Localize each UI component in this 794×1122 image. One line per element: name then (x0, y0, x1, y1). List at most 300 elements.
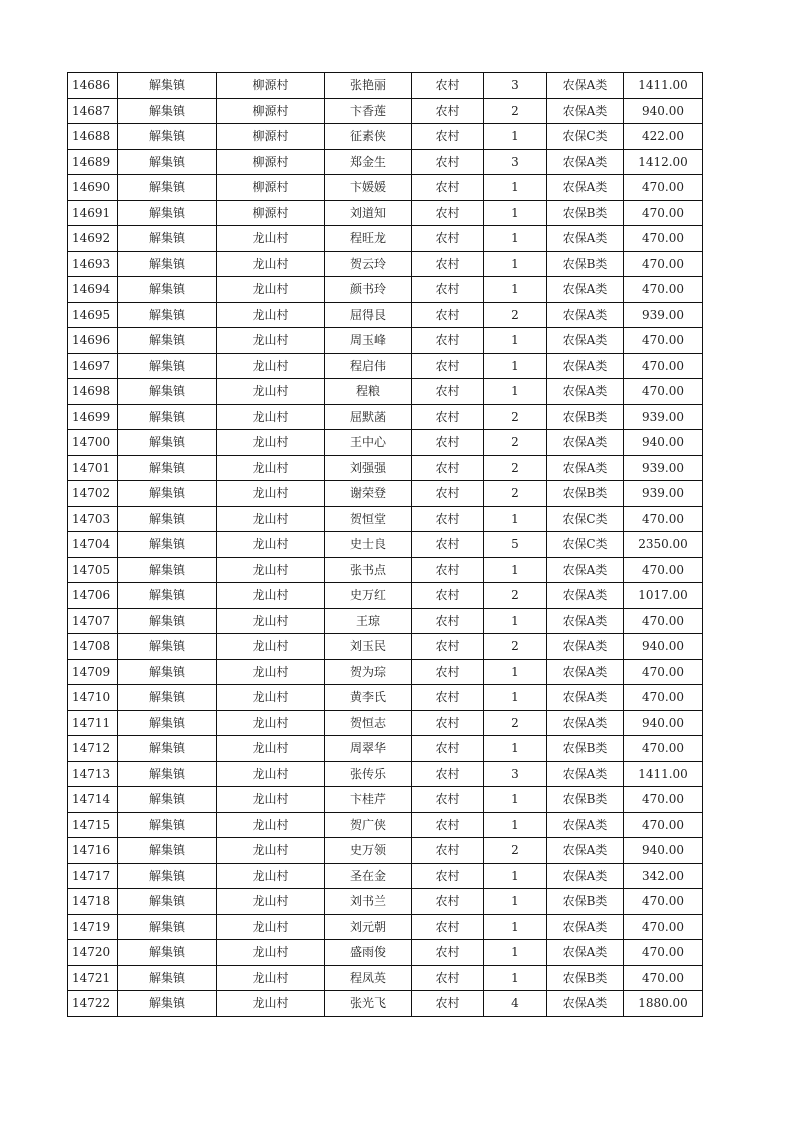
name-cell: 贺云玲 (325, 251, 412, 277)
amount-cell: 1411.00 (624, 73, 703, 99)
name-cell: 程旺龙 (325, 226, 412, 252)
household-count-cell: 2 (484, 98, 547, 124)
insurance-category-cell: 农保B类 (547, 251, 624, 277)
name-cell: 张光飞 (325, 991, 412, 1017)
village-cell: 龙山村 (217, 455, 325, 481)
name-cell: 周翠华 (325, 736, 412, 762)
household-count-cell: 4 (484, 991, 547, 1017)
amount-cell: 940.00 (624, 710, 703, 736)
table-row (68, 353, 703, 379)
area-type-cell: 农村 (412, 736, 484, 762)
village-cell: 龙山村 (217, 761, 325, 787)
village-cell: 龙山村 (217, 965, 325, 991)
table-row (68, 608, 703, 634)
household-count-cell: 2 (484, 455, 547, 481)
name-cell: 程粮 (325, 379, 412, 405)
area-type-cell: 农村 (412, 328, 484, 354)
town-cell: 解集镇 (118, 812, 217, 838)
insurance-category-cell: 农保A类 (547, 73, 624, 99)
records-table-body (68, 73, 703, 1017)
insurance-category-cell: 农保A类 (547, 608, 624, 634)
insurance-category-cell: 农保B类 (547, 200, 624, 226)
amount-cell: 1412.00 (624, 149, 703, 175)
record-id-cell: 14691 (68, 200, 118, 226)
town-cell: 解集镇 (118, 200, 217, 226)
town-cell: 解集镇 (118, 379, 217, 405)
record-id-cell: 14699 (68, 404, 118, 430)
table-row (68, 73, 703, 99)
area-type-cell: 农村 (412, 149, 484, 175)
record-id-cell: 14689 (68, 149, 118, 175)
record-id-cell: 14721 (68, 965, 118, 991)
household-count-cell: 2 (484, 404, 547, 430)
table-row (68, 124, 703, 150)
name-cell: 张艳丽 (325, 73, 412, 99)
table-row (68, 430, 703, 456)
name-cell: 张书点 (325, 557, 412, 583)
household-count-cell: 1 (484, 251, 547, 277)
record-id-cell: 14706 (68, 583, 118, 609)
village-cell: 柳源村 (217, 149, 325, 175)
town-cell: 解集镇 (118, 991, 217, 1017)
household-count-cell: 1 (484, 659, 547, 685)
area-type-cell: 农村 (412, 200, 484, 226)
town-cell: 解集镇 (118, 940, 217, 966)
area-type-cell: 农村 (412, 430, 484, 456)
insurance-category-cell: 农保A类 (547, 634, 624, 660)
amount-cell: 470.00 (624, 353, 703, 379)
record-id-cell: 14686 (68, 73, 118, 99)
record-id-cell: 14703 (68, 506, 118, 532)
area-type-cell: 农村 (412, 608, 484, 634)
household-count-cell: 1 (484, 200, 547, 226)
insurance-category-cell: 农保A类 (547, 175, 624, 201)
table-row (68, 940, 703, 966)
name-cell: 贺为琮 (325, 659, 412, 685)
household-count-cell: 1 (484, 685, 547, 711)
insurance-category-cell: 农保C类 (547, 532, 624, 558)
town-cell: 解集镇 (118, 149, 217, 175)
record-id-cell: 14695 (68, 302, 118, 328)
village-cell: 龙山村 (217, 583, 325, 609)
amount-cell: 470.00 (624, 736, 703, 762)
village-cell: 龙山村 (217, 685, 325, 711)
area-type-cell: 农村 (412, 532, 484, 558)
records-table (67, 72, 703, 1017)
name-cell: 颜书玲 (325, 277, 412, 303)
table-row (68, 404, 703, 430)
insurance-category-cell: 农保B类 (547, 481, 624, 507)
village-cell: 柳源村 (217, 200, 325, 226)
household-count-cell: 3 (484, 149, 547, 175)
town-cell: 解集镇 (118, 353, 217, 379)
town-cell: 解集镇 (118, 175, 217, 201)
record-id-cell: 14711 (68, 710, 118, 736)
name-cell: 屈得艮 (325, 302, 412, 328)
area-type-cell: 农村 (412, 838, 484, 864)
record-id-cell: 14687 (68, 98, 118, 124)
household-count-cell: 5 (484, 532, 547, 558)
name-cell: 征素侠 (325, 124, 412, 150)
village-cell: 龙山村 (217, 940, 325, 966)
name-cell: 贺恒志 (325, 710, 412, 736)
area-type-cell: 农村 (412, 481, 484, 507)
village-cell: 龙山村 (217, 710, 325, 736)
town-cell: 解集镇 (118, 124, 217, 150)
table-row (68, 532, 703, 558)
name-cell: 王琼 (325, 608, 412, 634)
village-cell: 龙山村 (217, 430, 325, 456)
area-type-cell: 农村 (412, 940, 484, 966)
village-cell: 龙山村 (217, 863, 325, 889)
household-count-cell: 1 (484, 940, 547, 966)
record-id-cell: 14716 (68, 838, 118, 864)
area-type-cell: 农村 (412, 965, 484, 991)
record-id-cell: 14705 (68, 557, 118, 583)
insurance-category-cell: 农保C类 (547, 506, 624, 532)
name-cell: 程启伟 (325, 353, 412, 379)
record-id-cell: 14720 (68, 940, 118, 966)
record-id-cell: 14702 (68, 481, 118, 507)
village-cell: 柳源村 (217, 175, 325, 201)
name-cell: 贺广侠 (325, 812, 412, 838)
village-cell: 龙山村 (217, 557, 325, 583)
insurance-category-cell: 农保B类 (547, 736, 624, 762)
name-cell: 谢荣登 (325, 481, 412, 507)
insurance-category-cell: 农保B类 (547, 787, 624, 813)
area-type-cell: 农村 (412, 583, 484, 609)
name-cell: 盛雨俊 (325, 940, 412, 966)
insurance-category-cell: 农保A类 (547, 940, 624, 966)
amount-cell: 940.00 (624, 838, 703, 864)
insurance-category-cell: 农保A类 (547, 812, 624, 838)
town-cell: 解集镇 (118, 98, 217, 124)
insurance-category-cell: 农保A类 (547, 98, 624, 124)
insurance-category-cell: 农保A类 (547, 277, 624, 303)
record-id-cell: 14714 (68, 787, 118, 813)
area-type-cell: 农村 (412, 455, 484, 481)
village-cell: 龙山村 (217, 506, 325, 532)
household-count-cell: 2 (484, 634, 547, 660)
town-cell: 解集镇 (118, 430, 217, 456)
area-type-cell: 农村 (412, 302, 484, 328)
area-type-cell: 农村 (412, 557, 484, 583)
area-type-cell: 农村 (412, 379, 484, 405)
record-id-cell: 14715 (68, 812, 118, 838)
amount-cell: 470.00 (624, 506, 703, 532)
area-type-cell: 农村 (412, 226, 484, 252)
table-row (68, 149, 703, 175)
table-row (68, 914, 703, 940)
town-cell: 解集镇 (118, 863, 217, 889)
area-type-cell: 农村 (412, 991, 484, 1017)
household-count-cell: 1 (484, 124, 547, 150)
household-count-cell: 2 (484, 710, 547, 736)
table-row (68, 277, 703, 303)
insurance-category-cell: 农保A类 (547, 685, 624, 711)
name-cell: 卞桂芹 (325, 787, 412, 813)
area-type-cell: 农村 (412, 863, 484, 889)
town-cell: 解集镇 (118, 277, 217, 303)
record-id-cell: 14700 (68, 430, 118, 456)
amount-cell: 470.00 (624, 787, 703, 813)
amount-cell: 1017.00 (624, 583, 703, 609)
insurance-category-cell: 农保A类 (547, 430, 624, 456)
table-row (68, 583, 703, 609)
amount-cell: 470.00 (624, 277, 703, 303)
household-count-cell: 2 (484, 302, 547, 328)
village-cell: 柳源村 (217, 73, 325, 99)
town-cell: 解集镇 (118, 838, 217, 864)
area-type-cell: 农村 (412, 98, 484, 124)
name-cell: 屈默菡 (325, 404, 412, 430)
table-row (68, 251, 703, 277)
table-row (68, 889, 703, 915)
insurance-category-cell: 农保A类 (547, 455, 624, 481)
village-cell: 龙山村 (217, 812, 325, 838)
village-cell: 龙山村 (217, 226, 325, 252)
amount-cell: 470.00 (624, 685, 703, 711)
amount-cell: 470.00 (624, 608, 703, 634)
village-cell: 龙山村 (217, 328, 325, 354)
village-cell: 龙山村 (217, 302, 325, 328)
record-id-cell: 14719 (68, 914, 118, 940)
insurance-category-cell: 农保A类 (547, 583, 624, 609)
area-type-cell: 农村 (412, 787, 484, 813)
amount-cell: 470.00 (624, 940, 703, 966)
insurance-category-cell: 农保A类 (547, 838, 624, 864)
name-cell: 史士良 (325, 532, 412, 558)
name-cell: 刘元朝 (325, 914, 412, 940)
household-count-cell: 1 (484, 353, 547, 379)
table-row (68, 761, 703, 787)
record-id-cell: 14701 (68, 455, 118, 481)
household-count-cell: 1 (484, 965, 547, 991)
table-row (68, 379, 703, 405)
record-id-cell: 14718 (68, 889, 118, 915)
amount-cell: 470.00 (624, 659, 703, 685)
name-cell: 黄李氏 (325, 685, 412, 711)
record-id-cell: 14690 (68, 175, 118, 201)
area-type-cell: 农村 (412, 889, 484, 915)
record-id-cell: 14709 (68, 659, 118, 685)
amount-cell: 939.00 (624, 302, 703, 328)
record-id-cell: 14717 (68, 863, 118, 889)
household-count-cell: 1 (484, 175, 547, 201)
household-count-cell: 1 (484, 889, 547, 915)
name-cell: 刘玉民 (325, 634, 412, 660)
table-row (68, 991, 703, 1017)
household-count-cell: 2 (484, 430, 547, 456)
amount-cell: 940.00 (624, 634, 703, 660)
area-type-cell: 农村 (412, 124, 484, 150)
village-cell: 龙山村 (217, 889, 325, 915)
insurance-category-cell: 农保A类 (547, 328, 624, 354)
household-count-cell: 1 (484, 863, 547, 889)
insurance-category-cell: 农保A类 (547, 226, 624, 252)
table-row (68, 302, 703, 328)
amount-cell: 470.00 (624, 200, 703, 226)
household-count-cell: 1 (484, 277, 547, 303)
record-id-cell: 14710 (68, 685, 118, 711)
village-cell: 龙山村 (217, 838, 325, 864)
household-count-cell: 1 (484, 328, 547, 354)
village-cell: 龙山村 (217, 481, 325, 507)
amount-cell: 470.00 (624, 812, 703, 838)
household-count-cell: 1 (484, 914, 547, 940)
table-row (68, 226, 703, 252)
record-id-cell: 14713 (68, 761, 118, 787)
amount-cell: 470.00 (624, 889, 703, 915)
table-row (68, 557, 703, 583)
record-id-cell: 14693 (68, 251, 118, 277)
village-cell: 龙山村 (217, 991, 325, 1017)
area-type-cell: 农村 (412, 812, 484, 838)
insurance-category-cell: 农保A类 (547, 710, 624, 736)
insurance-category-cell: 农保C类 (547, 124, 624, 150)
village-cell: 龙山村 (217, 379, 325, 405)
town-cell: 解集镇 (118, 914, 217, 940)
amount-cell: 939.00 (624, 455, 703, 481)
town-cell: 解集镇 (118, 481, 217, 507)
area-type-cell: 农村 (412, 277, 484, 303)
amount-cell: 1411.00 (624, 761, 703, 787)
town-cell: 解集镇 (118, 455, 217, 481)
town-cell: 解集镇 (118, 532, 217, 558)
town-cell: 解集镇 (118, 736, 217, 762)
village-cell: 龙山村 (217, 914, 325, 940)
town-cell: 解集镇 (118, 965, 217, 991)
table-row (68, 175, 703, 201)
table-row (68, 481, 703, 507)
record-id-cell: 14692 (68, 226, 118, 252)
household-count-cell: 1 (484, 226, 547, 252)
area-type-cell: 农村 (412, 659, 484, 685)
record-id-cell: 14722 (68, 991, 118, 1017)
insurance-category-cell: 农保B类 (547, 965, 624, 991)
table-row (68, 98, 703, 124)
town-cell: 解集镇 (118, 787, 217, 813)
record-id-cell: 14697 (68, 353, 118, 379)
name-cell: 程凤英 (325, 965, 412, 991)
insurance-category-cell: 农保A类 (547, 761, 624, 787)
name-cell: 卞香莲 (325, 98, 412, 124)
area-type-cell: 农村 (412, 685, 484, 711)
record-id-cell: 14708 (68, 634, 118, 660)
amount-cell: 470.00 (624, 914, 703, 940)
amount-cell: 939.00 (624, 481, 703, 507)
village-cell: 龙山村 (217, 251, 325, 277)
household-count-cell: 2 (484, 481, 547, 507)
amount-cell: 2350.00 (624, 532, 703, 558)
name-cell: 刘强强 (325, 455, 412, 481)
insurance-category-cell: 农保A类 (547, 659, 624, 685)
record-id-cell: 14712 (68, 736, 118, 762)
amount-cell: 1880.00 (624, 991, 703, 1017)
insurance-category-cell: 农保A类 (547, 379, 624, 405)
amount-cell: 470.00 (624, 557, 703, 583)
town-cell: 解集镇 (118, 710, 217, 736)
area-type-cell: 农村 (412, 175, 484, 201)
area-type-cell: 农村 (412, 404, 484, 430)
name-cell: 王中心 (325, 430, 412, 456)
area-type-cell: 农村 (412, 634, 484, 660)
village-cell: 龙山村 (217, 659, 325, 685)
name-cell: 周玉峰 (325, 328, 412, 354)
village-cell: 柳源村 (217, 98, 325, 124)
household-count-cell: 1 (484, 557, 547, 583)
household-count-cell: 2 (484, 838, 547, 864)
table-row (68, 634, 703, 660)
village-cell: 龙山村 (217, 608, 325, 634)
village-cell: 龙山村 (217, 532, 325, 558)
table-row (68, 685, 703, 711)
household-count-cell: 1 (484, 812, 547, 838)
town-cell: 解集镇 (118, 659, 217, 685)
village-cell: 龙山村 (217, 634, 325, 660)
town-cell: 解集镇 (118, 557, 217, 583)
table-row (68, 787, 703, 813)
area-type-cell: 农村 (412, 710, 484, 736)
name-cell: 史万红 (325, 583, 412, 609)
amount-cell: 470.00 (624, 965, 703, 991)
town-cell: 解集镇 (118, 685, 217, 711)
amount-cell: 470.00 (624, 226, 703, 252)
household-count-cell: 1 (484, 379, 547, 405)
table-row (68, 838, 703, 864)
record-id-cell: 14688 (68, 124, 118, 150)
village-cell: 龙山村 (217, 736, 325, 762)
area-type-cell: 农村 (412, 761, 484, 787)
insurance-category-cell: 农保A类 (547, 149, 624, 175)
household-count-cell: 1 (484, 608, 547, 634)
name-cell: 刘书兰 (325, 889, 412, 915)
household-count-cell: 1 (484, 506, 547, 532)
amount-cell: 342.00 (624, 863, 703, 889)
name-cell: 史万领 (325, 838, 412, 864)
record-id-cell: 14698 (68, 379, 118, 405)
village-cell: 龙山村 (217, 277, 325, 303)
insurance-category-cell: 农保A类 (547, 863, 624, 889)
insurance-category-cell: 农保B类 (547, 404, 624, 430)
table-row (68, 965, 703, 991)
amount-cell: 470.00 (624, 328, 703, 354)
amount-cell: 470.00 (624, 379, 703, 405)
amount-cell: 940.00 (624, 98, 703, 124)
household-count-cell: 3 (484, 761, 547, 787)
insurance-category-cell: 农保A类 (547, 557, 624, 583)
town-cell: 解集镇 (118, 73, 217, 99)
household-count-cell: 1 (484, 736, 547, 762)
table-row (68, 506, 703, 532)
insurance-category-cell: 农保A类 (547, 914, 624, 940)
insurance-category-cell: 农保A类 (547, 353, 624, 379)
table-row (68, 455, 703, 481)
town-cell: 解集镇 (118, 404, 217, 430)
area-type-cell: 农村 (412, 73, 484, 99)
village-cell: 龙山村 (217, 353, 325, 379)
insurance-category-cell: 农保A类 (547, 991, 624, 1017)
village-cell: 柳源村 (217, 124, 325, 150)
name-cell: 张传乐 (325, 761, 412, 787)
insurance-category-cell: 农保B类 (547, 889, 624, 915)
table-row (68, 659, 703, 685)
name-cell: 贺恒堂 (325, 506, 412, 532)
table-row (68, 710, 703, 736)
amount-cell: 939.00 (624, 404, 703, 430)
table-row (68, 812, 703, 838)
record-id-cell: 14696 (68, 328, 118, 354)
